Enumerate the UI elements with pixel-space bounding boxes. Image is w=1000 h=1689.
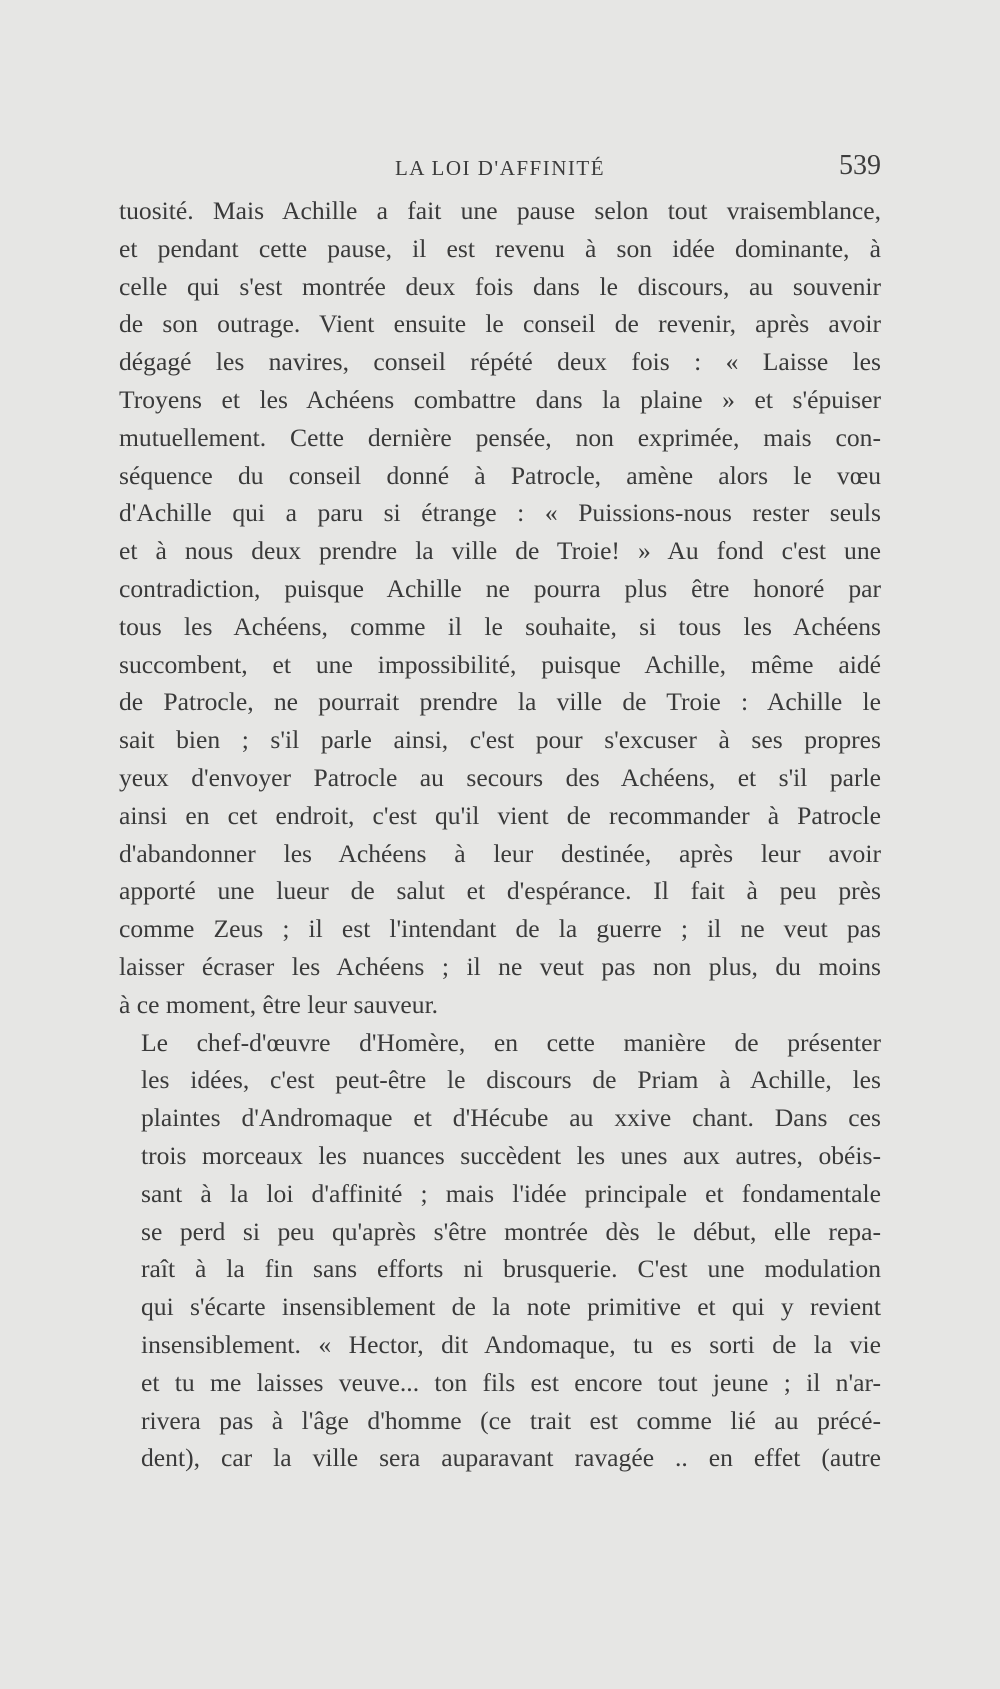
text-line: et pendant cette pause, il est revenu à son idée dominante, à [119,233,881,263]
text-line: sant à la loi d'affinité ; mais l'idée principale et fondamentale [141,1178,881,1208]
text-line: yeux d'envoyer Patrocle au secours des Achéens, et s'il parle [119,762,881,792]
text-line: d'Achille qui a paru si étrange : « Puissions-nous rester seuls [119,498,881,528]
text-line: sait bien ; s'il parle ainsi, c'est pour s'excuser à ses propres [119,725,881,755]
text-line: Troyens et les Achéens combattre dans la plaine » et s'épuiser [119,384,881,414]
header-title: LA LOI D'AFFINITÉ [394,156,606,180]
paragraph-1 [119,192,881,1024]
text-line: comme Zeus ; il est l'intendant de la guerre ; il ne veut pas [119,914,881,944]
text-line: apporté une lueur de salut et d'espérance. Il fait à peu près [119,876,881,906]
text-line: les idées, c'est peut-être le discours de Priam à Achille, les [141,1065,881,1095]
text-line: mutuellement. Cette dernière pensée, non exprimée, mais con- [119,422,881,452]
text-line: rivera pas à l'âge d'homme (ce trait est comme lié au précé- [141,1405,881,1435]
text-line: d'abandonner les Achéens à leur destinée, après leur avoir [119,838,881,868]
text-line: de Patrocle, ne pourrait prendre la ville de Troie : Achille le [119,687,881,717]
text-line: tuosité. Mais Achille a fait une pause selon tout vraisemblance, [119,196,881,225]
text-line: contradiction, puisque Achille ne pourra plus être honoré par [119,573,881,603]
text-line: insensiblement. « Hector, dit Andomaque, tu es sorti de la vie [141,1329,881,1359]
text-line: et à nous deux prendre la ville de Troie! » Au fond c'est une [119,536,881,566]
text-line: dent), car la ville sera auparavant ravagée .. en effet (autre [141,1443,881,1473]
page-number: 539 [839,150,881,181]
text-line: raît à la fin sans efforts ni brusquerie. C'est une modulation [141,1254,881,1284]
text-line: celle qui s'est montrée deux fois dans le discours, au souvenir [119,271,881,301]
text-line: à ce moment, être leur sauveur. [119,989,439,1019]
text-line: tous les Achéens, comme il le souhaite, si tous les Achéens [119,611,881,641]
body-text [119,192,881,1477]
text-line: et tu me laisses veuve... ton fils est encore tout jeune ; il n'ar- [141,1367,881,1397]
text-line: succombent, et une impossibilité, puisque Achille, même aidé [119,649,881,679]
text-line: ainsi en cet endroit, c'est qu'il vient de recommander à Patrocle [119,800,881,830]
text-line: laisser écraser les Achéens ; il ne veut pas non plus, du moins [119,951,881,981]
text-line: Le chef-d'œuvre d'Homère, en cette manière de présenter [141,1027,881,1057]
text-line: dégagé les navires, conseil répété deux fois : « Laisse les [119,347,881,377]
paragraph-2 [119,1024,881,1478]
text-line: se perd si peu qu'après s'être montrée dès le début, elle repa- [141,1216,881,1246]
text-line: séquence du conseil donné à Patrocle, amène alors le vœu [119,460,881,490]
text-line: plaintes d'Andromaque et d'Hécube au xxive chant. Dans ces [141,1103,881,1133]
text-line: qui s'écarte insensiblement de la note primitive et qui y revient [141,1292,881,1322]
text-line: trois morceaux les nuances succèdent les unes aux autres, obéis- [141,1140,881,1170]
running-header [119,148,881,188]
text-line: de son outrage. Vient ensuite le conseil de revenir, après avoir [119,309,881,339]
